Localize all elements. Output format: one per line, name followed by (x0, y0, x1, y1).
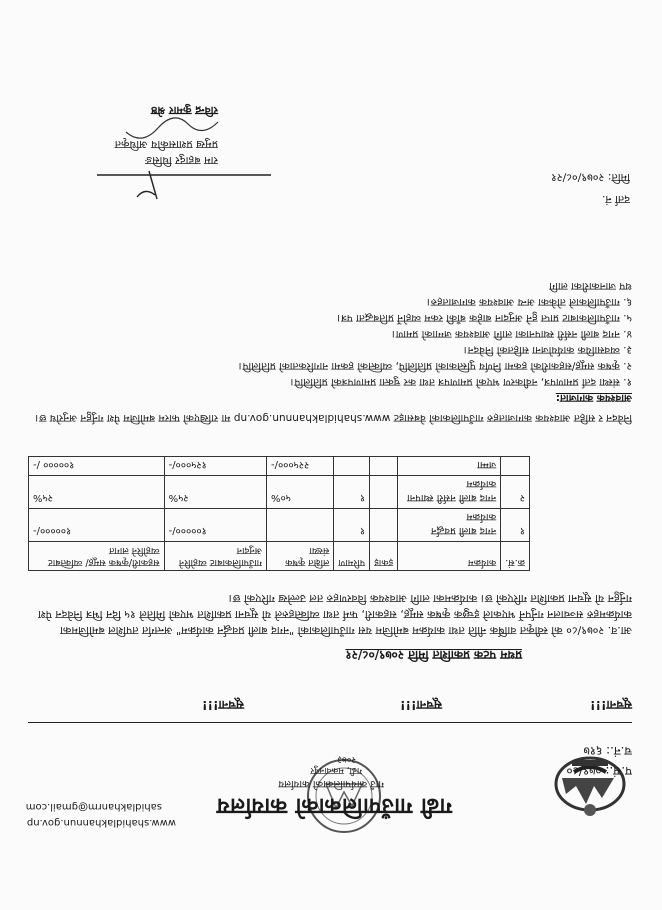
table-header-row (29, 542, 530, 571)
table-cell-unit (370, 509, 398, 542)
requirement-item: ५. गाउँपालिकाबाट प्राप्त हुने अनुदान बाहेक बाँकी रकम व्यहोर्ने प्रतिबद्धता पत्र। (337, 312, 632, 324)
office-subtitle: गाउँ कार्यपालिकाको कार्यालय (278, 778, 384, 789)
table-cell-share: १०००००/- (29, 509, 165, 542)
registration-label: दर्ता नं. (601, 193, 630, 206)
chief-officer-name: रविन्द्र कुमार श्रेष्ठ (150, 104, 218, 117)
left-info (450, 166, 630, 210)
notice-banner-center: सूचना!!! (400, 698, 442, 712)
column-header: कार्यक्रम (398, 542, 501, 571)
signature-scribble-icon (112, 114, 222, 142)
requirements-heading: आवश्यक कागजात: (555, 392, 632, 404)
table-cell-share: २५% (29, 476, 165, 509)
column-header: सहकारी/कृषक समूह/ व्यक्तिबाट व्यहोरिने लागत (29, 542, 165, 571)
column-header: लक्षित कृषक संख्या (267, 542, 334, 571)
table-cell-program: नगद बाली प्रवर्द्धन कार्यक्रम (398, 509, 501, 542)
table-cell-program: नगद बाली नर्सरी स्थापना कार्यक्रम (398, 476, 501, 509)
table-total-row (29, 457, 530, 476)
table-cell-grant: १२५०००/- (164, 457, 266, 476)
column-header: परिमाण (334, 542, 370, 571)
header-divider (28, 722, 632, 723)
table-cell-qty: १ (334, 476, 370, 509)
table-cell-grant: १०००००/- (164, 509, 266, 542)
office-title: गढी गाउँपालिकाको कार्यालय (216, 793, 452, 818)
table-row (29, 476, 530, 509)
notice-title: प्रथम पटक प्रकाशित मिति २०७९/०८/२१ (345, 648, 522, 662)
requirement-item: १. संस्था दर्ता प्रमाणपत्र, नवीकरण भएको प्रमाणपत्र तथा कर चुक्ता प्रमाणपत्रको प्रतिलिपि। (290, 376, 632, 388)
notice-banner-right: सूचना!!! (202, 698, 244, 712)
closing-line: थप जानकारीका लागि (549, 280, 632, 292)
table-cell-unit (370, 476, 398, 509)
dispatch-number: च.नं.: ६१७ (583, 744, 632, 758)
column-header: इकाइ (370, 542, 398, 571)
requirement-item: ३. व्यवसायिक कार्ययोजना सहितको निवेदन। (463, 344, 632, 356)
registration-date: मिति: २०७९/०८/२१ (551, 171, 630, 184)
requirements-intro: निवेदन र सहित आवश्यक कागजातहरु गाउँपालिकाको वेबसाइट www.shahidlakhannun.gov.np मा राखिएको फारम बमोजिम पेश गर्नुहुन अनुरोध छ। (35, 412, 632, 424)
table-cell-unit (370, 457, 398, 476)
table-cell-sn (501, 457, 530, 476)
requirement-item: ६. गाउँपालिकाले तोकेका अन्य आवश्यक कागजातहरु। (426, 296, 632, 308)
requirements-section (28, 278, 632, 426)
requirement-item: ४. नगद बाली नर्सरी स्थापनाका लागि आवश्यक जग्गाको प्रमाण। (391, 328, 632, 340)
signatory-name: राम बहादुर घिसिङ (145, 154, 218, 167)
table-cell-share: १००००० /- (29, 457, 165, 476)
column-header: क्र.सं. (501, 542, 530, 571)
office-address: गढी, मकवानपुर (310, 765, 362, 775)
office-established-year: २०७३ (337, 754, 356, 764)
table-cell-grant: २५% (164, 476, 266, 509)
signature-mark-icon (87, 165, 277, 205)
website-link[interactable]: www.shahidlakhannun.gov.np (26, 817, 176, 828)
table-row (29, 509, 530, 542)
table-cell-farmers (267, 509, 334, 542)
table-cell-sn: २ (501, 476, 530, 509)
table-cell-qty (334, 457, 370, 476)
notice-paragraph: आ.व. २०७९/८० को स्वीकृत वार्षिक नीति तथा कार्यक्रम बमोजिम यस गाउँपालिकाको "नगद बाली प्रवर्द्धन कार्यक्रम" अन्तर्गत तपशिल बमोजिमका कार्यक्रमहरु सञ्चालन गर्नुपर्ने भएकाले इच्छुक कृषक समूह, सहकारी, फर्म तथा व्यक्तिहरुले यो सूचना प्रकाशित भएको मितिले १५ दिन भित्र निवेदन पेश गर्नुहुन यो सूचना प्रकाशित गरिएको छ। कार्यक्रमका लागि आवश्यक विवरणहरु तल उल्लेख गरिएको छ। (38, 592, 632, 637)
program-table (28, 456, 530, 571)
column-header: गाउँपालिकाबाट व्यहोरिने अनुदान (164, 542, 266, 571)
email-link[interactable]: sahidlakhanrm@gmail.com (25, 801, 162, 812)
table-cell-farmers: २२५०००/- (267, 457, 334, 476)
table-cell-qty: १ (334, 509, 370, 542)
reference-number: प.सं.: ०७९/८० (566, 764, 632, 778)
requirement-item: २. कृषक समूह/सहकारीको हकमा निर्णय पुस्तिकाको प्रतिलिपि, व्यक्तिको हकमा नागरिकताको प्रतिलिपि। (238, 360, 632, 372)
signatory-title: प्रमुख प्रशासकीय अधिकृत (114, 138, 218, 151)
table-cell-farmers: ५०% (267, 476, 334, 509)
table-cell-program: जम्मा (398, 457, 501, 476)
notice-banner-left: सूचना!!! (590, 698, 632, 712)
notice-body (28, 590, 632, 638)
table-cell-sn: १ (501, 509, 530, 542)
